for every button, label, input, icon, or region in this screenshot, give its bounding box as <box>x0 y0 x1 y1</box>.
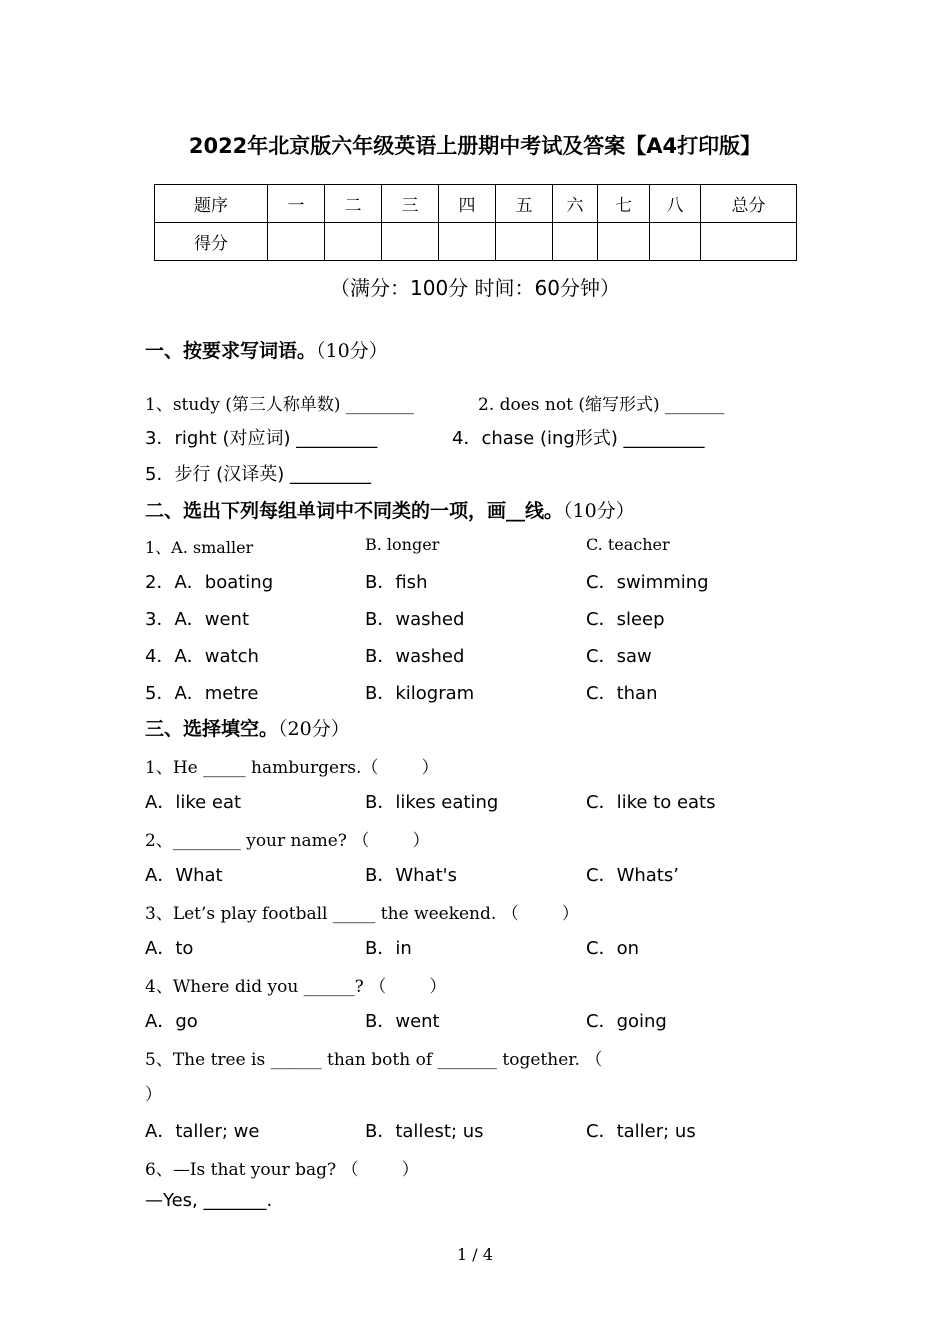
s3-q1-option-c: C．like to eats <box>586 792 716 813</box>
s3-q5-option-a: A．taller; we <box>145 1121 260 1142</box>
score-cell[interactable] <box>382 223 439 261</box>
s2-row5-c: C．than <box>586 683 658 704</box>
score-cell[interactable] <box>553 223 598 261</box>
score-header-cell: 三 <box>382 185 439 223</box>
section-1-heading <box>145 336 388 363</box>
s2-row2-b: B．fish <box>365 572 428 593</box>
s3-question-1: 1、He _____ hamburgers.（ ） <box>145 758 439 778</box>
s3-q5-option-b: B．tallest; us <box>365 1121 484 1142</box>
score-header-cell: 七 <box>598 185 650 223</box>
s3-q3-option-a: A．to <box>145 938 194 959</box>
score-cell[interactable] <box>598 223 650 261</box>
section-3-points: （20分） <box>278 718 350 740</box>
section-2-points: （10分） <box>563 500 635 522</box>
s1-item-1: 1、study (第三人称单数) ________ <box>145 395 414 415</box>
section-2-heading-text: 二、选出下列每组单词中不同类的一项，画__线。 <box>145 500 564 522</box>
score-header-cell: 五 <box>496 185 553 223</box>
s2-row4-b: B．washed <box>365 646 465 667</box>
s1-item-4: 4．chase (ing形式) _________ <box>452 428 705 449</box>
s3-question-5-cont: ） <box>145 1085 162 1105</box>
s3-q4-option-c: C．going <box>586 1011 667 1032</box>
section-2-heading <box>145 496 635 523</box>
score-table-header-row <box>155 185 797 223</box>
section-3-heading <box>145 714 350 741</box>
s3-q4-option-b: B．went <box>365 1011 440 1032</box>
s3-q1-option-b: B．likes eating <box>365 792 499 813</box>
s3-q3-option-b: B．in <box>365 938 412 959</box>
score-table <box>154 184 797 261</box>
s3-q2-option-c: C．Whats’ <box>586 865 679 886</box>
s3-q4-option-a: A．go <box>145 1011 198 1032</box>
s3-question-3: 3、Let’s play football _____ the weekend. （ ） <box>145 904 579 924</box>
s3-question-6: 6、—Is that your bag? （ ） <box>145 1160 419 1180</box>
score-cell[interactable] <box>496 223 553 261</box>
section-1-points: （10分） <box>316 340 388 362</box>
score-header-cell: 一 <box>268 185 325 223</box>
s2-row5-a: 5．A．metre <box>145 683 259 704</box>
s1-item-2: 2. does not (缩写形式) _______ <box>478 395 725 415</box>
s3-q6-answer-line: —Yes, _______. <box>145 1190 273 1211</box>
score-header-cell: 八 <box>650 185 701 223</box>
section-1-heading-text: 一、按要求写词语。 <box>145 340 317 362</box>
exam-meta: （满分：100分 时间：60分钟） <box>330 276 620 300</box>
s2-row3-b: B．washed <box>365 609 465 630</box>
s3-question-2: 2、________ your name? （ ） <box>145 831 430 851</box>
s2-row2-c: C．swimming <box>586 572 709 593</box>
s2-row3-a: 3．A．went <box>145 609 250 630</box>
s3-q3-option-c: C．on <box>586 938 639 959</box>
score-cell[interactable] <box>439 223 496 261</box>
score-header-cell: 总分 <box>701 185 797 223</box>
s3-q2-option-b: B．What's <box>365 865 457 886</box>
s1-item-3: 3．right (对应词) _________ <box>145 428 378 449</box>
s3-question-5: 5、The tree is ______ than both of _______ together. （ <box>145 1050 603 1070</box>
score-cell[interactable] <box>325 223 382 261</box>
s3-question-4: 4、Where did you ______? （ ） <box>145 977 447 997</box>
s1-item-5: 5．步行 (汉译英) _________ <box>145 464 371 485</box>
score-row-label: 得分 <box>155 223 268 261</box>
page-title: 2022年北京版六年级英语上册期中考试及答案【A4打印版】 <box>188 134 762 158</box>
s2-row4-c: C．saw <box>586 646 652 667</box>
section-3-heading-text: 三、选择填空。 <box>145 718 279 740</box>
s2-row3-c: C．sleep <box>586 609 665 630</box>
s2-row1-b: B. longer <box>365 535 440 554</box>
score-header-cell: 题序 <box>155 185 268 223</box>
score-header-cell: 二 <box>325 185 382 223</box>
page-number: 1 / 4 <box>457 1245 493 1264</box>
s2-row2-a: 2．A．boating <box>145 572 274 593</box>
s3-q2-option-a: A．What <box>145 865 223 886</box>
s2-row1-a: 1、A. smaller <box>145 538 254 557</box>
score-header-cell: 四 <box>439 185 496 223</box>
score-cell[interactable] <box>650 223 701 261</box>
s2-row1-c: C. teacher <box>586 535 670 554</box>
s2-row4-a: 4．A．watch <box>145 646 259 667</box>
score-cell[interactable] <box>268 223 325 261</box>
score-table-score-row <box>155 223 797 261</box>
score-header-cell: 六 <box>553 185 598 223</box>
score-cell[interactable] <box>701 223 797 261</box>
s2-row5-b: B．kilogram <box>365 683 475 704</box>
s3-q1-option-a: A．like eat <box>145 792 242 813</box>
s3-q5-option-c: C．taller; us <box>586 1121 696 1142</box>
